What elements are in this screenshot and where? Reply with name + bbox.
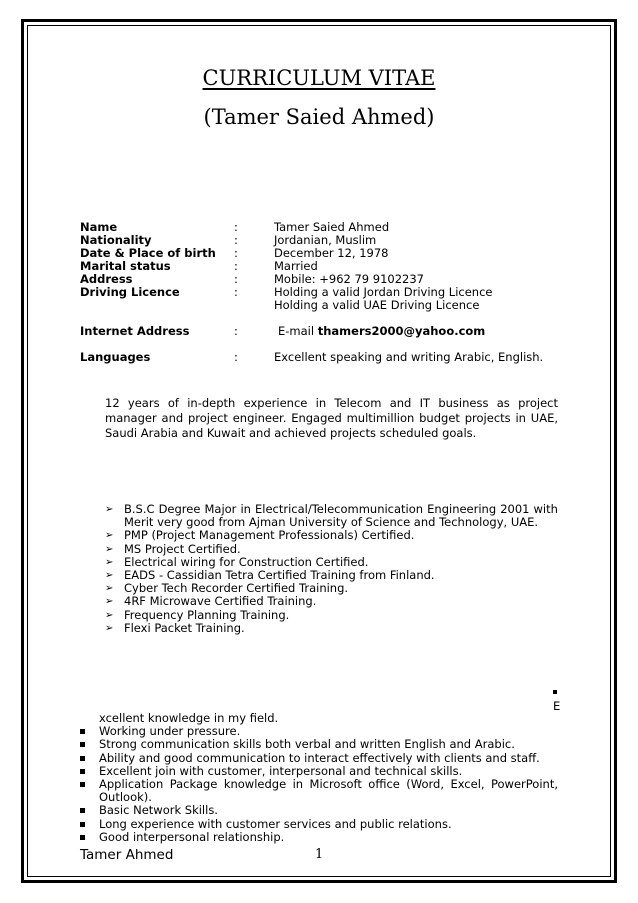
word: (Word, [406, 777, 444, 791]
education-item: MS Project Certified. [124, 541, 241, 556]
word: Excel, [450, 777, 485, 791]
education-item: Flexi Packet Training. [124, 620, 245, 635]
footer-page-number: 1 [315, 847, 324, 862]
skill-item: Long experience with customer services and public relations. [99, 816, 452, 831]
info-colon: : [234, 272, 238, 286]
square-bullet-icon [80, 756, 85, 761]
word: Engineering [427, 502, 497, 516]
education-item: Electrical wiring for Construction Certified. [124, 554, 369, 569]
info-value: Jordanian, Muslim [274, 233, 377, 247]
square-bullet-icon [80, 808, 85, 813]
word: Package [169, 777, 218, 791]
info-colon: : [234, 259, 238, 273]
word: PowerPoint, [491, 777, 558, 791]
education-item: Cyber Tech Recorder Certified Training. [124, 581, 349, 596]
word: Microsoft [309, 777, 362, 791]
email-prefix: E-mail [278, 324, 315, 338]
skill-item: Working under pressure. [99, 724, 241, 739]
info-label: Nationality [80, 233, 152, 247]
info-value: Excellent speaking and writing Arabic, English. [274, 350, 544, 364]
word: 2001 [500, 502, 530, 516]
skill-item: Strong communication skills both verbal and written English and Arabic. [99, 737, 515, 752]
word: Degree [158, 502, 201, 516]
document-title: CURRICULUM VITAE [202, 66, 436, 90]
footer-name: Tamer Ahmed [80, 847, 174, 863]
word: Major [204, 502, 237, 516]
info-value [278, 325, 485, 338]
square-bullet-icon [80, 742, 85, 747]
skill-item-continued: Outlook). [99, 790, 152, 805]
info-value: Tamer Saied Ahmed [274, 220, 390, 234]
info-value: Holding a valid Jordan Driving Licence [274, 285, 493, 299]
arrow-bullet-icon: ➢ [105, 622, 114, 634]
word: B.S.C [124, 502, 155, 516]
square-bullet-icon [80, 822, 85, 827]
square-bullet-icon [80, 835, 85, 840]
education-item: 4RF Microwave Certified Training. [124, 594, 317, 609]
info-colon: : [234, 324, 238, 338]
arrow-bullet-icon: ➢ [105, 570, 114, 581]
info-colon: : [234, 285, 238, 299]
word: Application [99, 777, 164, 791]
education-item: Frequency Planning Training. [124, 607, 290, 622]
arrow-bullet-icon: ➢ [105, 556, 114, 568]
info-label: Marital status [80, 259, 171, 273]
info-label: Driving Licence [80, 285, 180, 299]
skill-item: Good interpersonal relationship. [99, 829, 285, 844]
info-label: Languages [80, 350, 151, 364]
skill-item: Excellent join with customer, interpersonal and technical skills. [99, 763, 463, 778]
info-label: Address [80, 272, 133, 286]
skill-item: Ability and good communication to interact effectively with clients and staff. [99, 750, 540, 765]
word: office [368, 777, 400, 791]
document-subtitle: (Tamer Saied Ahmed) [203, 105, 435, 129]
info-colon: : [234, 233, 238, 247]
info-value: December 12, 1978 [274, 246, 389, 260]
word: in [240, 502, 251, 516]
word: knowledge [223, 777, 287, 791]
word: in [292, 777, 304, 791]
info-value: Mobile: +962 79 9102237 [274, 272, 424, 286]
arrow-bullet-icon: ➢ [105, 543, 114, 555]
info-label: Name [80, 220, 118, 234]
square-bullet-icon [80, 782, 85, 787]
square-bullet-icon [80, 729, 85, 734]
square-bullet-icon [553, 690, 557, 694]
info-value: Holding a valid UAE Driving Licence [274, 298, 480, 312]
stray-letter: E [553, 699, 561, 713]
info-value: Married [274, 259, 318, 273]
word: with [533, 502, 558, 516]
square-bullet-icon [80, 769, 85, 774]
arrow-bullet-icon: ➢ [105, 504, 114, 515]
arrow-bullet-icon: ➢ [105, 596, 114, 608]
info-label: Internet Address [80, 324, 190, 338]
education-item [124, 503, 558, 516]
education-item: PMP (Project Management Professionals) Certified. [124, 528, 415, 543]
info-colon: : [234, 220, 238, 234]
education-item: EADS - Cassidian Tetra Certified Training from Finland. [124, 568, 435, 582]
arrow-bullet-icon: ➢ [105, 609, 114, 621]
info-label: Date & Place of birth [80, 246, 216, 260]
arrow-bullet-icon: ➢ [105, 530, 114, 542]
word: Electrical/Telecommunication [255, 502, 424, 516]
info-colon: : [234, 350, 238, 364]
career-summary: 12 years of in-depth experience in Telecom and IT business as project manager and project engineer. Engaged multimillion budget projects in UAE, Saudi Arabia and Kuwait and achieved projects scheduled goals. [105, 396, 558, 440]
education-item-continued: Merit very good from Ajman University of Science and Technology, UAE. [124, 515, 539, 530]
info-colon: : [234, 246, 238, 260]
skill-item [99, 778, 558, 791]
email-link[interactable]: thamers2000@yahoo.com [317, 324, 486, 338]
skill-item-continued: xcellent knowledge in my field. [99, 711, 279, 725]
arrow-bullet-icon: ➢ [105, 583, 114, 595]
skill-item: Basic Network Skills. [99, 803, 218, 818]
